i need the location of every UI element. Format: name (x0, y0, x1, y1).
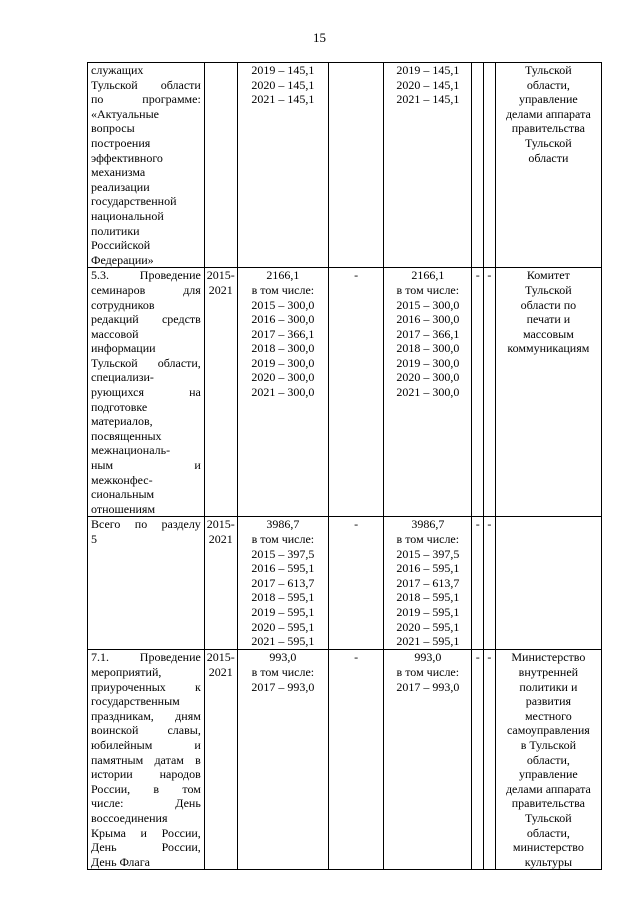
description-line: воссоединения (91, 810, 168, 825)
executor-line: Комитет (526, 268, 570, 283)
total-funding-line: 2019 – 145,1 (251, 63, 315, 77)
total-funding-line: 2166,1 (266, 268, 300, 283)
total-funding-line: 2018 – 300,0 (251, 341, 315, 356)
total-funding (237, 268, 328, 517)
description-line: государственным (91, 694, 180, 709)
regional-budget (384, 268, 472, 517)
federal-budget: - (329, 650, 384, 870)
total-funding-line: в том числе: (251, 665, 315, 679)
period-years (204, 650, 237, 870)
regional-budget-line: 2021 – 300,0 (396, 385, 460, 400)
description-line: памятным датам в (91, 752, 201, 767)
description-line: Всего по разделу (91, 517, 201, 532)
total-funding-line: 2020 – 145,1 (251, 77, 315, 92)
regional-budget-line: в том числе: (396, 282, 460, 297)
description-line: Тульской области (91, 77, 201, 92)
total-funding-line: 2017 – 613,7 (251, 575, 315, 590)
description-line: День Флага (91, 854, 150, 869)
local-budget (472, 63, 484, 268)
description-line: реализации (91, 179, 150, 194)
total-funding-line: 2019 – 595,1 (251, 604, 315, 619)
executor-line: Министерство (511, 650, 586, 665)
total-funding-line: 2016 – 300,0 (251, 312, 315, 327)
executor-line: культуры (524, 854, 573, 869)
total-funding-line: 2015 – 397,5 (251, 546, 315, 561)
regional-budget-line: 2019 – 145,1 (396, 63, 460, 77)
regional-budget-line: 2015 – 397,5 (396, 546, 460, 561)
description-line: национальной (91, 208, 164, 223)
local-budget: - (472, 517, 484, 650)
regional-budget-line: 3986,7 (411, 517, 445, 532)
activity-description (88, 63, 205, 268)
executor-line: правительства (511, 121, 586, 136)
description-line: воинской славы, (91, 723, 201, 738)
total-funding-line: 993,0 (269, 650, 297, 665)
regional-budget-line: 2020 – 300,0 (396, 370, 460, 385)
description-line: посвященных (91, 428, 162, 443)
period-line: 2015- (206, 650, 235, 665)
executor-line: области по (520, 297, 577, 312)
regional-budget-line: 2017 – 366,1 (396, 326, 460, 341)
executor-line: управление (519, 767, 578, 782)
regional-budget-line: 2016 – 595,1 (396, 561, 460, 576)
responsible-executor (495, 63, 601, 268)
description-line: материалов, (91, 414, 153, 429)
table-row (88, 268, 602, 517)
description-line: числе: День (91, 796, 201, 811)
executor-line: Тульской (525, 810, 572, 825)
period-years (204, 268, 237, 517)
regional-budget-line: 2019 – 300,0 (396, 355, 460, 370)
regional-budget-line: 2020 – 145,1 (396, 77, 460, 92)
local-budget: - (472, 268, 484, 517)
executor-line: управление (519, 92, 578, 107)
activity-description (88, 268, 205, 517)
executor-line: Тульской (525, 63, 572, 77)
period-years (204, 63, 237, 268)
executor-line: делами аппарата (505, 106, 591, 121)
description-line: 5 (91, 532, 97, 546)
description-line: России, в том (91, 781, 201, 796)
regional-budget-line: 2166,1 (411, 268, 445, 283)
executor-line: печати и (526, 312, 571, 327)
executor-line: политики и (519, 679, 578, 694)
executor-line: области, (526, 77, 570, 92)
executor-line: области, (526, 825, 570, 840)
description-line: построения (91, 135, 151, 150)
regional-budget-line: в том числе: (396, 532, 460, 546)
description-line: 7.1. Проведение (91, 650, 201, 665)
regional-budget-line: 2021 – 595,1 (396, 634, 460, 649)
regional-budget-line: 2020 – 595,1 (396, 619, 460, 634)
description-line: 5.3. Проведение (91, 268, 201, 283)
description-line: подготовке (91, 399, 148, 414)
executor-line: самоуправления (506, 723, 590, 738)
total-funding (237, 517, 328, 650)
regional-budget-line: 2016 – 300,0 (396, 312, 460, 327)
federal-budget: - (329, 517, 384, 650)
regional-budget-line: 993,0 (414, 650, 442, 665)
regional-budget-line: 2018 – 595,1 (396, 590, 460, 605)
description-line: истории народов (91, 767, 201, 782)
description-line: праздникам, дням (91, 708, 201, 723)
federal-budget (329, 63, 384, 268)
executor-line: области, (526, 752, 570, 767)
executor-line: Тульской (525, 135, 572, 150)
period-line: 2021 (208, 282, 233, 297)
table-row (88, 63, 602, 268)
description-line: редакций средств (91, 312, 201, 327)
other-sources: - (484, 650, 496, 870)
description-line: вопросы (91, 121, 135, 136)
description-line: юбилейным и (91, 737, 201, 752)
total-funding-line: 2015 – 300,0 (251, 297, 315, 312)
description-line: День России, (91, 840, 201, 855)
period-line: 2015- (206, 268, 235, 283)
description-line: эффективного (91, 150, 163, 165)
regional-budget-line: 2019 – 595,1 (396, 604, 460, 619)
description-line: Крыма и России, (91, 825, 201, 840)
description-line: Федерации» (91, 252, 154, 267)
activity-description (88, 650, 205, 870)
executor-line: делами аппарата (505, 781, 591, 796)
description-line: механизма (91, 165, 146, 180)
executor-line: развития (525, 694, 572, 709)
total-funding-line: в том числе: (251, 282, 315, 297)
total-funding-line: 2018 – 595,1 (251, 590, 315, 605)
page-number: 15 (313, 30, 326, 45)
description-line: служащих (91, 63, 144, 77)
other-sources: - (484, 517, 496, 650)
description-line: сотрудников (91, 297, 155, 312)
regional-budget-line: 2017 – 613,7 (396, 575, 460, 590)
executor-line: области (528, 150, 569, 165)
executor-line: в Тульской (520, 737, 577, 752)
period-line: 2015- (206, 517, 235, 532)
responsible-executor (495, 650, 601, 870)
regional-budget-line: 2018 – 300,0 (396, 341, 460, 356)
table-row (88, 650, 602, 870)
regional-budget-line: 2017 – 993,0 (396, 679, 460, 694)
executor-line: Тульской (525, 282, 572, 297)
description-line: межнациональ- (91, 443, 171, 458)
description-line: семинаров для (91, 282, 201, 297)
description-line: по программе: (91, 92, 201, 107)
description-line: приуроченных к (91, 679, 201, 694)
executor-line: коммуникациям (507, 341, 590, 356)
description-line: сиональным (91, 487, 155, 502)
total-funding (237, 63, 328, 268)
description-line: мероприятий, (91, 665, 162, 679)
description-line: ным и (91, 458, 201, 473)
description-line: политики (91, 223, 140, 238)
description-line: Тульской области, (91, 355, 201, 370)
description-line: отношениям (91, 501, 156, 516)
executor-line: местного (524, 708, 572, 723)
total-funding-line: 2016 – 595,1 (251, 561, 315, 576)
federal-budget: - (329, 268, 384, 517)
other-sources: - (484, 268, 496, 517)
period-line: 2021 (208, 532, 233, 546)
executor-line: внутренней (518, 665, 579, 679)
regional-budget (384, 517, 472, 650)
executor-line: массовым (522, 326, 574, 341)
total-funding-line: 2020 – 300,0 (251, 370, 315, 385)
total-funding-line: 2019 – 300,0 (251, 355, 315, 370)
total-funding-line: 2021 – 300,0 (251, 385, 315, 400)
total-funding-line: 2021 – 595,1 (251, 634, 315, 649)
total-funding (237, 650, 328, 870)
description-line: массовой (91, 326, 139, 341)
total-funding-line: 2021 – 145,1 (251, 92, 315, 107)
local-budget: - (472, 650, 484, 870)
executor-line: министерство (512, 840, 584, 855)
description-line: специализи- (91, 370, 154, 385)
period-years (204, 517, 237, 650)
period-line: 2021 (208, 665, 233, 679)
total-funding-line: в том числе: (251, 532, 315, 546)
regional-budget (384, 63, 472, 268)
total-funding-line: 2020 – 595,1 (251, 619, 315, 634)
total-funding-line: 2017 – 993,0 (251, 679, 315, 694)
total-funding-line: 3986,7 (266, 517, 300, 532)
total-funding-line: 2017 – 366,1 (251, 326, 315, 341)
executor-line: правительства (511, 796, 586, 811)
table-row (88, 517, 602, 650)
description-line: «Актуальные (91, 106, 159, 121)
responsible-executor (495, 517, 601, 650)
description-line: государственной (91, 194, 177, 209)
description-line: информации (91, 341, 156, 356)
description-line: Российской (91, 238, 151, 253)
description-line: рующихся на (91, 385, 201, 400)
description-line: межконфес- (91, 472, 153, 487)
regional-budget-line: 2021 – 145,1 (396, 92, 460, 107)
regional-budget (384, 650, 472, 870)
regional-budget-line: 2015 – 300,0 (396, 297, 460, 312)
budget-table (87, 62, 602, 870)
other-sources (484, 63, 496, 268)
activity-description (88, 517, 205, 650)
regional-budget-line: в том числе: (396, 665, 460, 679)
responsible-executor (495, 268, 601, 517)
